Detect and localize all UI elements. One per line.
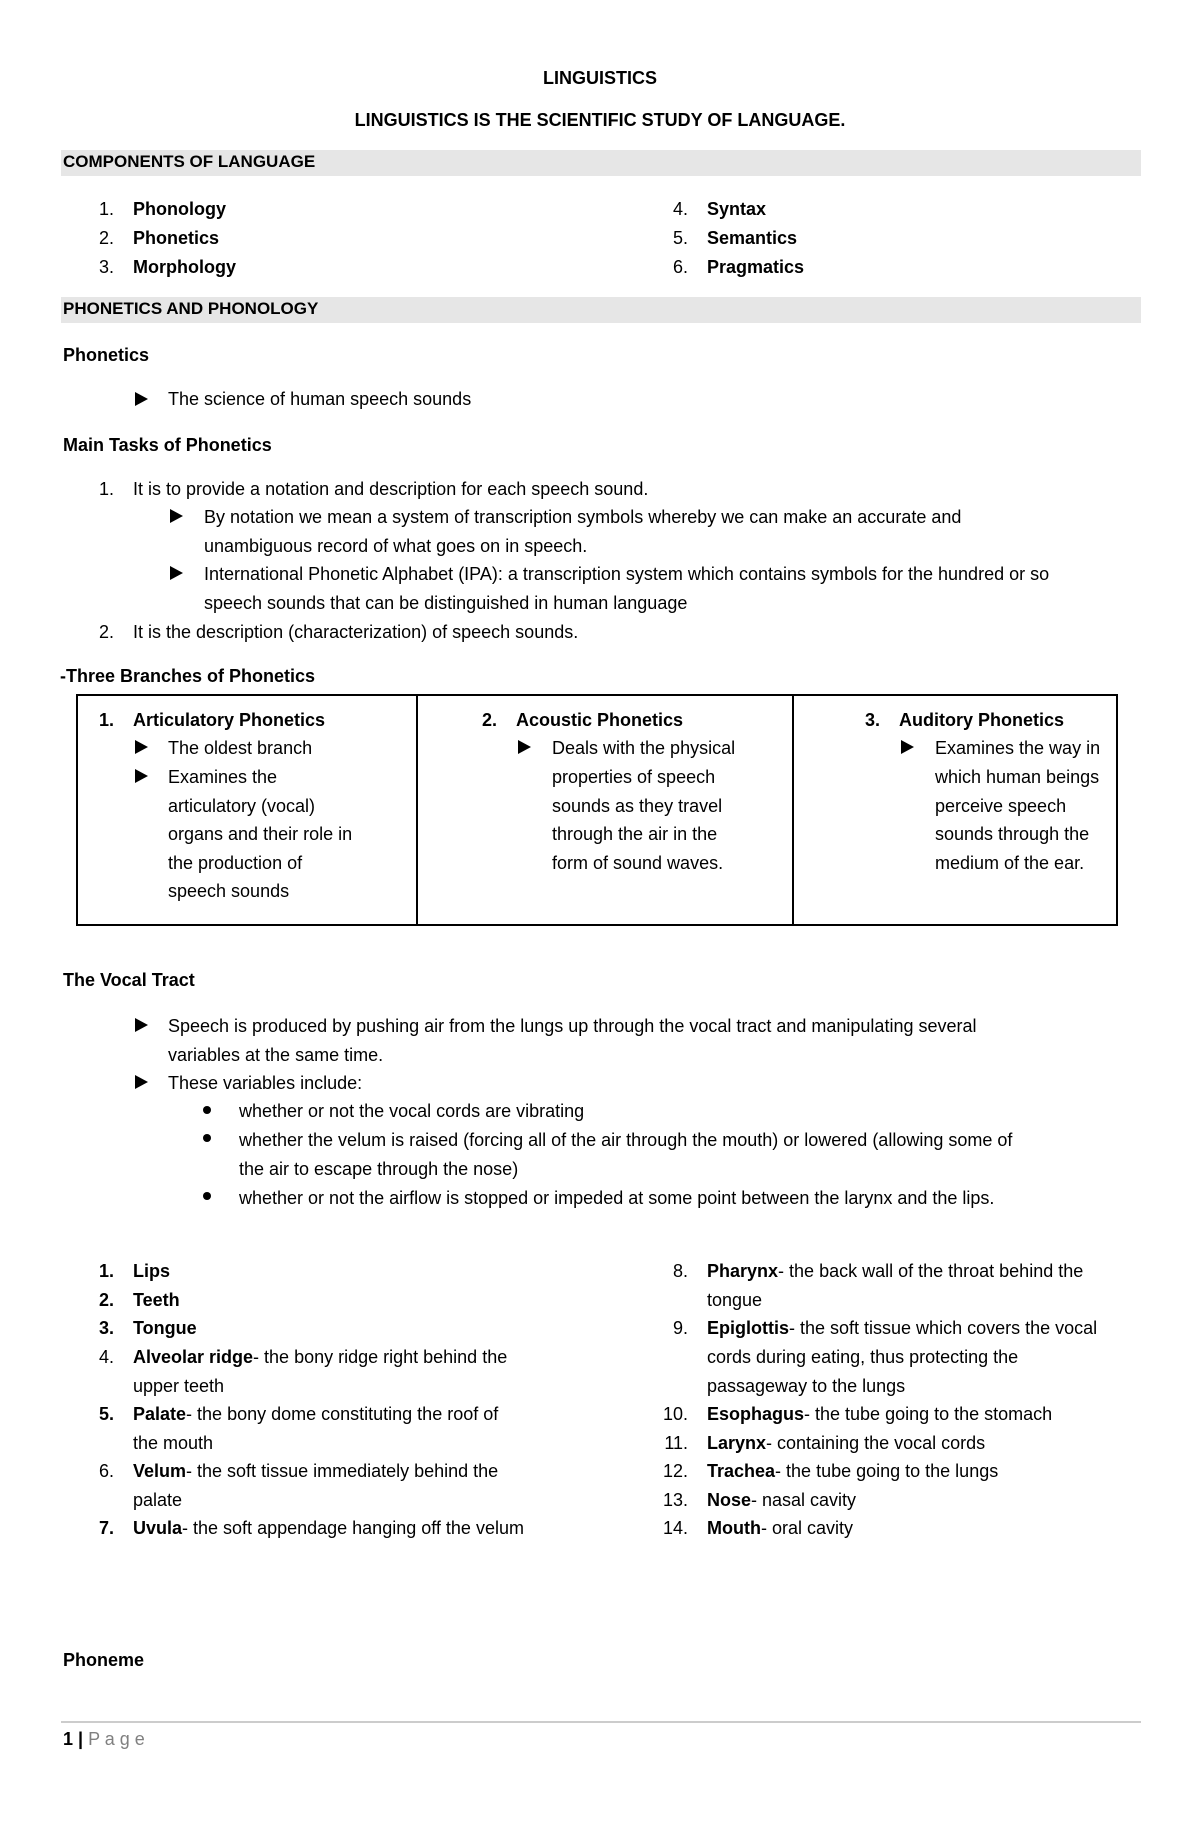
vocal-paragraph-2: These variables include: [168, 1073, 363, 1093]
arrow-bullet-icon [518, 740, 531, 754]
list-item: Larynx- containing the vocal cords [707, 1433, 986, 1453]
vocal-paragraph-1: Speech is produced by pushing air from the lungs up through the vocal tract and manipulating several [168, 1016, 977, 1036]
variable-1: whether or not the vocal cords are vibrating [239, 1101, 585, 1121]
list-item: Palate- the bony dome constituting the roof of [133, 1404, 499, 1424]
bullet-dot-icon [203, 1106, 211, 1114]
phon-heading-bar [61, 297, 1141, 323]
list-item: Epiglottis- the soft tissue which covers the vocal [707, 1318, 1098, 1338]
variable-2: whether the velum is raised (forcing all of the air through the mouth) or lowered (allowing some of [239, 1130, 1013, 1150]
arrow-bullet-icon [135, 769, 148, 783]
list-item: Phonetics [133, 228, 220, 248]
list-item: Trachea- the tube going to the lungs [707, 1461, 999, 1481]
list-item: Mouth- oral cavity [707, 1518, 854, 1538]
branches-heading: -Three Branches of Phonetics [60, 666, 316, 686]
page-title: LINGUISTICS [542, 68, 657, 88]
branch-title: Auditory Phonetics [899, 710, 1065, 730]
phonetics-definition: The science of human speech sounds [168, 389, 472, 409]
bullet-dot-icon [203, 1134, 211, 1142]
list-item: Uvula- the soft appendage hanging off the velum [133, 1518, 524, 1538]
list-item: Alveolar ridge- the bony ridge right behind the [133, 1347, 508, 1367]
arrow-bullet-icon [135, 1075, 148, 1089]
list-item: Teeth [133, 1290, 180, 1310]
list-item: Pragmatics [707, 257, 805, 277]
list-item: Nose- nasal cavity [707, 1490, 857, 1510]
list-item: Esophagus- the tube going to the stomach [707, 1404, 1053, 1424]
tasks-heading: Main Tasks of Phonetics [63, 435, 272, 455]
list-item: Syntax [707, 199, 767, 219]
arrow-bullet-icon [901, 740, 914, 754]
page-subtitle: LINGUISTICS IS THE SCIENTIFIC STUDY OF LANGUAGE. [354, 110, 846, 130]
list-item: Tongue [133, 1318, 197, 1338]
branch-title: Acoustic Phonetics [516, 710, 684, 730]
vocal-tract-heading: The Vocal Tract [63, 970, 195, 990]
arrow-bullet-icon [135, 392, 148, 406]
footer-divider [61, 1721, 1141, 1723]
list-item: Pharynx- the back wall of the throat behind the [707, 1261, 1084, 1281]
table-divider [792, 694, 794, 926]
task-1-sub-2: International Phonetic Alphabet (IPA): a transcription system which contains symbols for the hundred or so [204, 564, 1050, 584]
components-heading-bar [61, 150, 1141, 176]
phonetics-label: Phonetics [63, 345, 150, 365]
page-separator: | [78, 1729, 84, 1749]
task-1: It is to provide a notation and description for each speech sound. [133, 479, 649, 499]
variable-3: whether or not the airflow is stopped or impeded at some point between the larynx and the lips. [239, 1188, 995, 1208]
list-item: Phonology [133, 199, 226, 219]
arrow-bullet-icon [135, 740, 148, 754]
page-number: 1 [63, 1729, 74, 1749]
bullet-dot-icon [203, 1192, 211, 1200]
page-word: P a g e [88, 1729, 145, 1749]
phoneme-heading: Phoneme [63, 1650, 145, 1670]
arrow-bullet-icon [170, 509, 183, 523]
arrow-bullet-icon [170, 566, 183, 580]
table-divider [416, 694, 418, 926]
task-1-sub-1: By notation we mean a system of transcription symbols whereby we can make an accurate and [204, 507, 962, 527]
list-item: Velum- the soft tissue immediately behind the [133, 1461, 499, 1481]
components-heading: COMPONENTS OF LANGUAGE [63, 152, 316, 171]
arrow-bullet-icon [135, 1018, 148, 1032]
phon-heading: PHONETICS AND PHONOLOGY [63, 299, 319, 318]
list-item: Semantics [707, 228, 798, 248]
task-2: It is the description (characterization) of speech sounds. [133, 622, 579, 642]
page-footer [63, 1727, 145, 1751]
list-item: Morphology [133, 257, 236, 277]
list-item: Lips [133, 1261, 171, 1281]
branch-title: Articulatory Phonetics [133, 710, 326, 730]
